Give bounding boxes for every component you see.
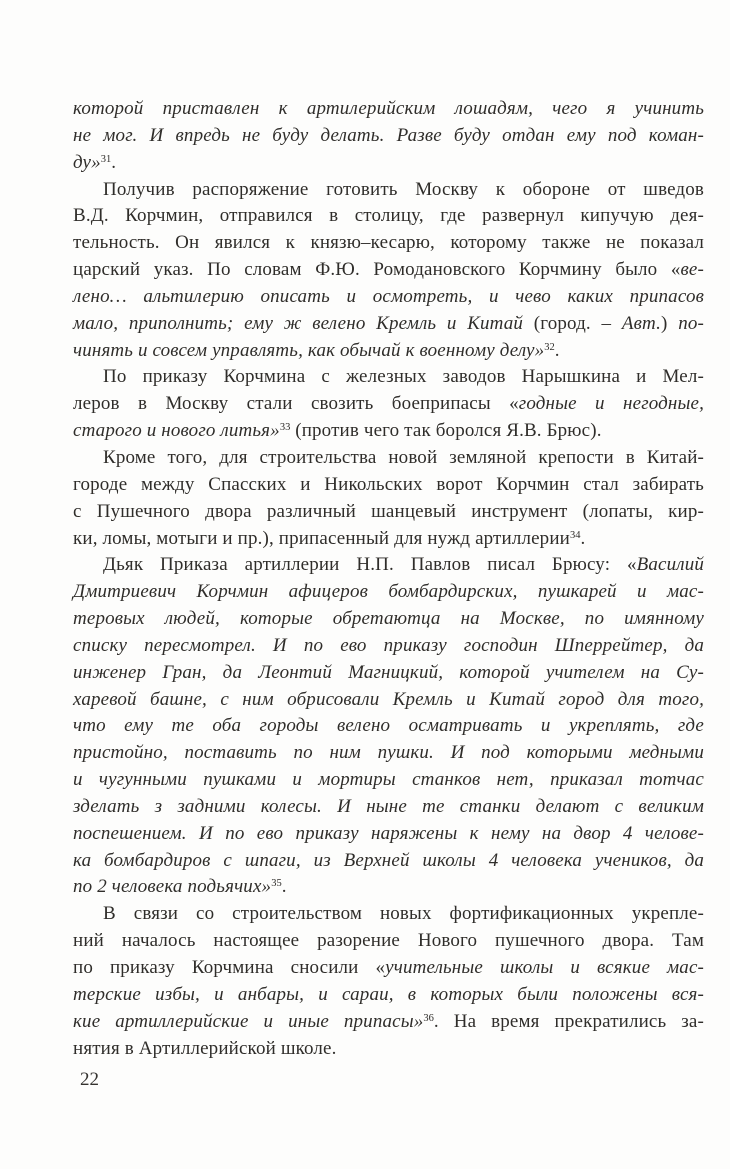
text-segment: чинять и совсем управлять, как обычай к военному делу» — [73, 339, 545, 361]
footnote-ref: 34 — [569, 529, 581, 541]
footnote-ref: 31 — [100, 153, 112, 165]
text-line — [73, 1009, 704, 1036]
page-number: 22 — [80, 1069, 99, 1090]
footnote-ref: 33 — [279, 422, 291, 434]
text-line — [73, 284, 704, 311]
text-segment: (против чего так боролся Я.В. Брюс). — [290, 420, 602, 442]
text-line — [73, 257, 704, 284]
text-line — [73, 230, 704, 257]
text-line — [73, 767, 704, 794]
text-line — [73, 123, 704, 150]
text-segment: тельность. Он явился к князю–кесарю, которому также не показал — [73, 232, 704, 254]
text-segment: Василий — [636, 554, 704, 576]
text-line — [73, 633, 704, 660]
text-segment: лено… альтилерию описать и осмотреть, и чево каких припасов — [73, 285, 704, 307]
text-segment: В.Д. Корчмин, отправился в столицу, где развернул кипучую дея- — [73, 205, 704, 227]
text-line — [73, 579, 704, 606]
text-segment: и чугунными пушками и мортиры станков нет, приказал тотчас — [73, 769, 704, 791]
text-line — [73, 740, 704, 767]
text-segment: ка бомбардиров с шпаги, из Верхней школы 4 человека учеников, да — [73, 849, 704, 871]
text-segment: . — [111, 151, 117, 173]
footnote-ref: 35 — [271, 878, 282, 890]
text-line — [73, 901, 704, 928]
text-segment: зделать з задними колесы. И ныне те станки делают с великим — [73, 795, 704, 817]
text-line — [73, 606, 704, 633]
text-segment: учительные школы и всякие мас- — [385, 957, 704, 978]
text-line — [73, 445, 704, 472]
text-line — [73, 96, 704, 123]
text-segment: ний началось настоящее разорение Нового пушечного двора. Там — [73, 930, 704, 952]
text-line — [73, 311, 704, 338]
text-segment: ве- — [680, 259, 704, 281]
text-segment: терские избы, и анбары, и сараи, в которых были положены вся- — [73, 983, 704, 1005]
text-line — [73, 955, 704, 982]
text-line — [73, 1036, 704, 1063]
text-segment: (город. – — [533, 312, 622, 334]
text-segment: ки, ломы, мотыги и пр.), припасенный для нужд артиллерии — [73, 527, 570, 549]
text-line — [73, 874, 704, 901]
footnote-ref: 36 — [423, 1012, 434, 1024]
text-segment: списку пересмотрел. И по ево приказу господин Шперрейтер, да — [73, 634, 704, 656]
text-line — [73, 982, 704, 1009]
text-line — [73, 150, 704, 177]
text-segment: . На время прекратились за- — [433, 1010, 704, 1032]
footnote-ref: 32 — [544, 341, 555, 353]
text-segment: теровых людей, которые обретаютца на Москве, по имянному — [73, 608, 704, 630]
text-segment: не мог. И впредь не буду делать. Разве буду отдан ему под коман- — [73, 124, 704, 146]
text-segment: По приказу Корчмина с железных заводов Нарышкина и Мел- — [103, 366, 704, 388]
text-line — [73, 552, 704, 579]
text-segment: харевой башне, с ним обрисовали Кремль и Китай город для того, — [73, 688, 704, 710]
text-line — [73, 177, 704, 204]
text-segment: нятия в Артиллерийской школе. — [73, 1037, 337, 1059]
text-segment: Дьяк Приказа артиллерии Н.П. Павлов писал Брюсу: « — [103, 554, 637, 576]
text-segment: с Пушечного двора различный шанцевый инструмент (лопаты, кир- — [73, 500, 704, 522]
text-segment: ) — [661, 312, 668, 334]
text-segment: по 2 человека подьячих» — [73, 876, 272, 898]
text-segment: . — [580, 527, 586, 549]
text-segment: В связи со строительством новых фортификационных укрепле- — [103, 903, 704, 925]
text-segment: по- — [667, 312, 704, 334]
text-line — [73, 848, 704, 875]
text-line — [73, 713, 704, 740]
text-line — [73, 338, 704, 365]
text-line — [73, 821, 704, 848]
text-segment: ду» — [73, 151, 101, 173]
text-segment: Кроме того, для строительства новой земляной крепости в Китай- — [103, 446, 704, 468]
text-segment: которой приставлен к артилерийским лошадям, чего я учинить — [73, 98, 704, 119]
text-line — [73, 687, 704, 714]
text-line — [73, 794, 704, 821]
text-segment: старого и нового литья» — [73, 420, 280, 442]
text-segment: Получив распоряжение готовить Москву к обороне от шведов — [103, 178, 704, 200]
text-segment: царский указ. По словам Ф.Ю. Ромодановского Корчмину было « — [73, 259, 681, 281]
text-segment: годные и негодные, — [518, 393, 704, 415]
text-line — [73, 499, 704, 526]
text-line — [73, 472, 704, 499]
text-line — [73, 364, 704, 391]
text-line — [73, 660, 704, 687]
page-text — [73, 96, 704, 1062]
text-line — [73, 391, 704, 418]
text-segment: инженер Гран, да Леонтий Магницкий, которой учителем на Су- — [73, 661, 704, 683]
text-segment: Авт. — [621, 312, 662, 334]
text-segment: . — [281, 876, 287, 898]
text-segment: городе между Спасских и Никольских ворот Корчмин стал забирать — [73, 473, 704, 495]
text-segment: мало, приполнить; ему ж велено Кремль и Китай — [73, 312, 534, 334]
text-line — [73, 928, 704, 955]
text-line — [73, 526, 704, 553]
text-segment: пристойно, поставить по ним пушки. И под которыми медными — [73, 742, 704, 764]
text-segment: . — [554, 339, 560, 361]
text-segment: поспешением. И по ево приказу наряжены к нему на двор 4 челове- — [73, 822, 704, 844]
text-segment: Дмитриевич Корчмин афицеров бомбардирских, пушкарей и мас- — [73, 581, 704, 603]
text-segment: леров в Москву стали свозить боеприпасы « — [73, 393, 519, 415]
text-line — [73, 418, 704, 445]
text-segment: что ему те оба городы велено осматривать и укреплять, где — [73, 715, 704, 737]
text-segment: по приказу Корчмина сносили « — [73, 957, 386, 978]
text-segment: кие артиллерийские и иные припасы» — [73, 1010, 424, 1032]
text-line — [73, 203, 704, 230]
